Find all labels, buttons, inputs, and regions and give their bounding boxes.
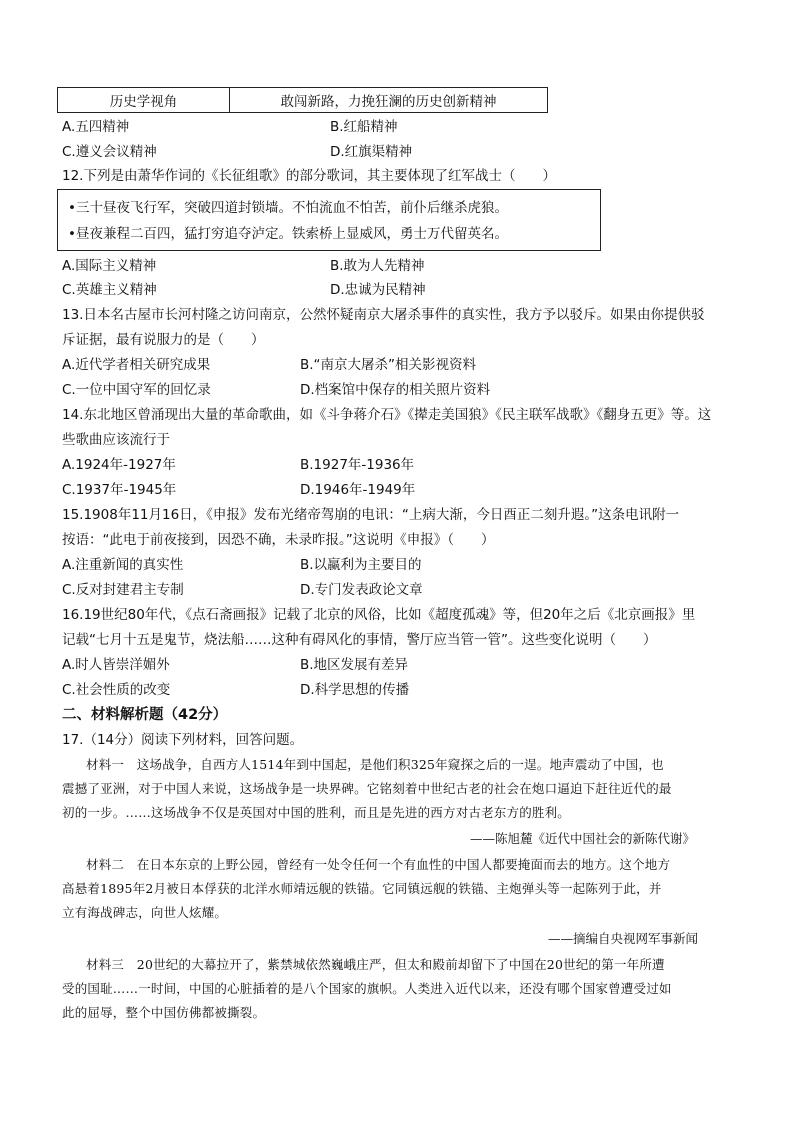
material-3-line-1: 材料三 20世纪的大幕拉开了，紫禁城依然巍峨庄严，但太和殿前却留下了中国在20世纪的第一年所遭	[86, 957, 665, 972]
material-1-line-3: 初的一步。……这场战争不仅是英国对中国的胜利，而且是先进的西方对古老东方的胜利。	[62, 805, 571, 820]
q11-option-a: A.五四精神	[62, 119, 130, 135]
q14-option-a: A.1924年-1927年	[62, 457, 176, 473]
material-1-line-2: 震撼了亚洲，对于中国人来说，这场战争是一块界碑。它铭刻着中世纪古老的社会在炮口逼迫下赶往近代的最	[62, 781, 672, 796]
q15-option-a: A.注重新闻的真实性	[62, 557, 184, 573]
table-cell-perspective: 历史学视角	[58, 88, 230, 113]
q13-stem-line-1: 13.日本名古屋市长河村隆之访问南京，公然怀疑南京大屠杀事件的真实性，我方予以驳斥。如果由你提供驳	[62, 307, 705, 323]
q15-option-c: C.反对封建君主专制	[62, 582, 184, 598]
section-heading: 二、材料解析题（42分）	[62, 707, 228, 723]
material-1-source: ——陈旭麓《近代中国社会的新陈代谢》	[470, 831, 696, 846]
material-1-line-1: 材料一 这场战争，自西方人1514年到中国起，是他们积325年窥探之后的一逞。地声震动了中国，也	[86, 757, 664, 772]
material-2-line-3: 立有海战碑志，向世人炫耀。	[62, 905, 228, 920]
q13-option-d: D.档案馆中保存的相关照片资料	[300, 382, 491, 398]
q14-stem-line-2: 些歌曲应该流行于	[62, 432, 170, 448]
table-cell-spirit: 敢闯新路，力挽狂澜的历史创新精神	[230, 88, 548, 113]
lyric-line-1: •三十昼夜飞行军，突破四道封锁墙。不怕流血不怕苦，前仆后继杀虎狼。	[68, 200, 508, 216]
q15-option-b: B.以赢利为主要目的	[300, 557, 422, 573]
q16-option-a: A.时人皆崇洋媚外	[62, 657, 170, 673]
q12-option-c: C.英雄主义精神	[62, 282, 157, 298]
q16-option-c: C.社会性质的改变	[62, 682, 171, 698]
q13-option-a: A.近代学者相关研究成果	[62, 357, 211, 373]
q12-stem: 12.下列是由萧华作词的《长征组歌》的部分歌词，其主要体现了红军战士（ ）	[62, 168, 556, 184]
q14-option-c: C.1937年-1945年	[62, 482, 177, 498]
q13-option-c: C.一位中国守军的回忆录	[62, 382, 211, 398]
q12-option-d: D.忠诚为民精神	[330, 282, 426, 298]
q11-option-c: C.遵义会议精神	[62, 144, 157, 160]
material-3-line-2: 受的国耻……一时间，中国的心脏插着的是八个国家的旗帜。人类进入近代以来，还没有哪个国家曾遭受过如	[62, 981, 672, 996]
q15-stem-line-2: 按语：“此电于前夜接到，因恐不确，未录昨报。”这说明《申报》（ ）	[62, 532, 495, 548]
q17-stem: 17.（14分）阅读下列材料，回答问题。	[62, 732, 304, 748]
q13-stem-line-2: 斥证据，最有说服力的是（ ）	[62, 332, 265, 348]
q15-option-d: D.专门发表政论文章	[300, 582, 423, 598]
q14-option-d: D.1946年-1949年	[300, 482, 416, 498]
lyrics-box	[57, 189, 601, 251]
q16-stem-line-1: 16.19世纪80年代，《点石斋画报》记载了北京的风俗，比如《超度孤魂》等，但20年之后《北京画报》里	[62, 607, 696, 623]
q11-option-b: B.红船精神	[330, 119, 398, 135]
material-2-line-2: 高悬着1895年2月被日本俘获的北洋水师靖远舰的铁锚。它同镇远舰的铁锚、主炮弹头等一起陈列于此，并	[62, 881, 662, 896]
q12-option-b: B.敢为人先精神	[330, 258, 425, 274]
q14-stem-line-1: 14.东北地区曾涌现出大量的革命歌曲，如《斗争蒋介石》《撵走美国狼》《民主联军战歌》《翻身五更》等。这	[62, 407, 712, 423]
material-3-line-3: 此的屈辱，整个中国仿佛都被撕裂。	[62, 1005, 266, 1020]
material-2-source: ——摘编自央视网军事新闻	[548, 931, 699, 946]
q16-option-d: D.科学思想的传播	[300, 682, 410, 698]
q11-option-d: D.红旗渠精神	[330, 144, 413, 160]
q12-option-a: A.国际主义精神	[62, 258, 157, 274]
q16-option-b: B.地区发展有差异	[300, 657, 409, 673]
material-2-line-1: 材料二 在日本东京的上野公园，曾经有一处令任何一个有血性的中国人都要掩面而去的地方。这个地方	[86, 857, 671, 872]
perspective-table	[57, 87, 548, 113]
lyric-line-2: •昼夜兼程二百四，猛打穷追夺泸定。铁索桥上显威风，勇士万代留英名。	[68, 226, 508, 242]
q14-option-b: B.1927年-1936年	[300, 457, 415, 473]
q15-stem-line-1: 15.1908年11月16日，《申报》发布光绪帝驾崩的电讯：“上病大渐，今日酉正二刻升遐。”这条电讯附一	[62, 507, 680, 523]
q13-option-b: B.“南京大屠杀”相关影视资料	[300, 357, 477, 373]
q16-stem-line-2: 记载“七月十五是鬼节，烧法船……这种有碍风化的事情，警厅应当管一管”。这些变化说明（ ）	[62, 632, 657, 648]
